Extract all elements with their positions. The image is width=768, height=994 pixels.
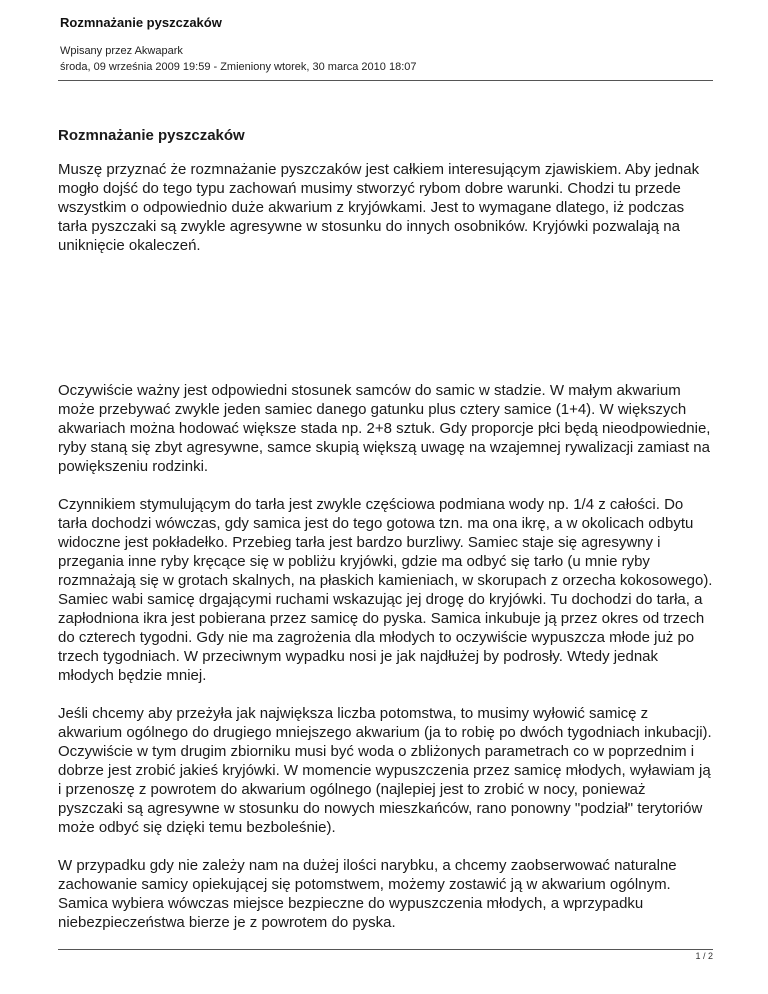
article-heading: Rozmnażanie pyszczaków bbox=[58, 127, 245, 144]
paragraph-natural-behavior: W przypadku gdy nie zależy nam na dużej ilości narybku, a chcemy zaobserwować naturalne zachowanie samicy opiekującej się potomstwem, możemy zostawić ją w akwarium ogólnym. Samica wybiera wówczas miejsce bezpieczne do wypuszczenia młodych, a wprzypadku niebezpieczeństwa bierze je z powrotem do pyska. bbox=[58, 857, 677, 931]
footer-divider bbox=[58, 949, 713, 950]
document-page bbox=[58, 0, 713, 994]
header-dates: środa, 09 września 2009 19:59 - Zmieniony wtorek, 30 marca 2010 18:07 bbox=[60, 61, 417, 73]
paragraph-intro: Muszę przyznać że rozmnażanie pyszczaków jest całkiem interesującym zjawiskiem. Aby jednak mogło dojść do tego typu zachowań musimy stworzyć rybom dobre warunki. Chodzi tu przede wszystkim o odpowiednio duże akwarium z kryjówkami. Jest to wymagane dlatego, iż podczas tarła pyszczaki są zwykle agresywne w stosunku do innych osobników. Kryjówki pozwalają na uniknięcie okaleczeń. bbox=[58, 161, 700, 254]
article-body bbox=[58, 118, 713, 932]
paragraph-separation: Jeśli chcemy aby przeżyła jak największa liczba potomstwa, to musimy wyłowić samicę z akwarium ogólnego do drugiego mniejszego akwarium (ja to robię po dwóch tygodniach inkubacji). Oczywiście w tym drugim zbiorniku musi być woda o zbliżonych parametrach co w poprzednim i dobrze jest zrobić jakieś kryjówki. W momencie wypuszczenia przez samicę młodych, wyławiam ją i przenoszę z powrotem do akwarium ogólnego (najlepiej jest to zrobić w nocy, ponieważ pyszczaki są agresywne w stosunku do nowych mieszkańców, rano ponowny "podział" terytoriów może odbyć się dzięki temu bezboleśnie). bbox=[58, 705, 712, 836]
blank-space bbox=[58, 324, 713, 381]
header-divider bbox=[58, 80, 713, 81]
paragraph-ratio: Oczywiście ważny jest odpowiedni stosunek samców do samic w stadzie. W małym akwarium może przebywać zwykle jeden samiec danego gatunku plus cztery samice (1+4). W większych akwariach można hodować większe stada np. 2+8 sztuk. Gdy proporcje płci będą nieodpowiednie, ryby staną się zbyt agresywne, samce skupią większą uwagę na wzajemnej rywalizacji zamiast na powiększeniu rodzinki. bbox=[58, 382, 711, 475]
paragraph-spawning: Czynnikiem stymulującym do tarła jest zwykle częściowa podmiana wody np. 1/4 z całości. Do tarła dochodzi wówczas, gdy samica jest do tego gotowa tzn. ma ona ikrę, a w okolicach odbytu widoczne jest pokładełko. Przebieg tarła jest bardzo burzliwy. Samiec staje się agresywny i przegania inne ryby kręcące się w pobliżu kryjówki, gdzie ma odbyć się tarło (u mnie ryby rozmnażają się w grotach skalnych, na płaskich kamieniach, w skorupach z orzecha kokosowego). Samiec wabi samicę drgającymi ruchami wskazując jej drogę do kryjówki. Tu dochodzi do tarła, a zapłodniona ikra jest pobierana przez samicę do pyska. Samica inkubuje ją przez okres od trzech do czterech tygodni. Gdy nie ma zagrożenia dla młodych to oczywiście wypuszcza młode już po trzech tygodniach. W przeciwnym wypadku nosi je jak najdłużej by podrosły. Wtedy jednak młodych będzie mniej. bbox=[58, 496, 713, 684]
header-title: Rozmnażanie pyszczaków bbox=[60, 15, 222, 30]
header-author: Wpisany przez Akwapark bbox=[60, 45, 183, 57]
page-number: 1 / 2 bbox=[695, 951, 713, 961]
